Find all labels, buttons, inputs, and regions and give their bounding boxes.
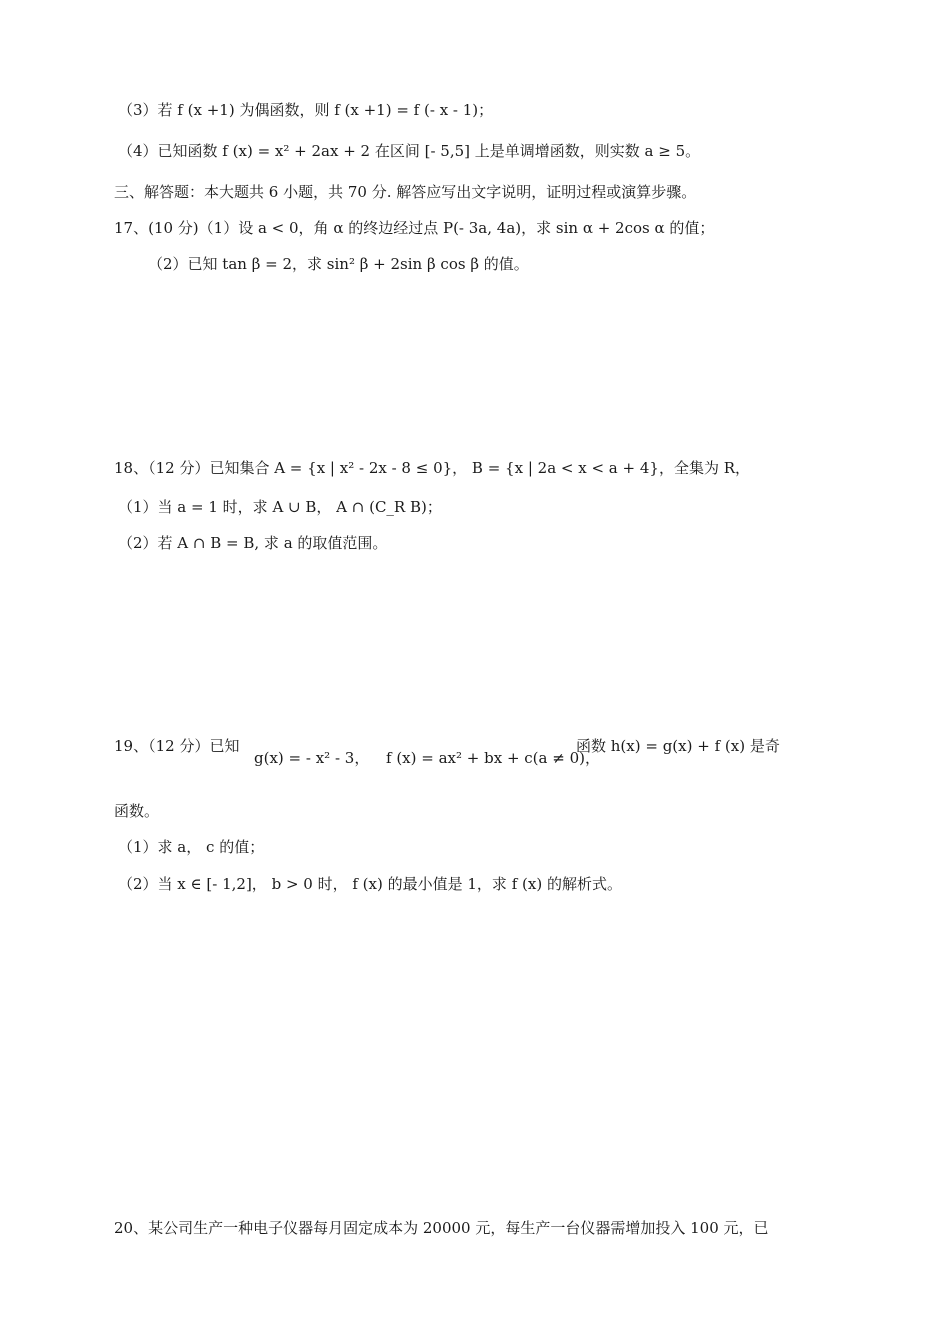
question-18-part-2: （2）若 A ∩ B = B, 求 a 的取值范围。	[118, 534, 388, 552]
section-3-heading: 三、解答题：本大题共 6 小题，共 70 分. 解答应写出文字说明，证明过程或演算步骤。	[114, 183, 697, 201]
question-19-f-function: f (x) = ax² + bx + c(a ≠ 0)，	[386, 749, 600, 767]
question-20: 20、某公司生产一种电子仪器每月固定成本为 20000 元，每生产一台仪器需增加投入 100 元，已	[114, 1219, 769, 1237]
question-18-part-1: （1）当 a = 1 时，求 A ∪ B， A ∩ (C_R B)；	[118, 498, 442, 516]
question-17-part-2: （2）已知 tan β = 2，求 sin² β + 2sin β cos β 的值。	[148, 255, 529, 273]
statement-4: （4）已知函数 f (x) = x² + 2ax + 2 在区间 [- 5,5] 上是单调增函数，则实数 a ≥ 5。	[118, 142, 701, 160]
question-19-part-2: （2）当 x ∈ [- 1,2]， b > 0 时， f (x) 的最小值是 1，求 f (x) 的解析式。	[118, 875, 622, 893]
question-19-h-function: 函数 h(x) = g(x) + f (x) 是奇	[576, 737, 780, 755]
question-19-part-1: （1）求 a， c 的值；	[118, 838, 265, 856]
question-18: 18、（12 分）已知集合 A = {x | x² - 2x - 8 ≤ 0}， B = {x | 2a < x < a + 4}，全集为 R，	[114, 459, 751, 477]
question-17-part-1: 17、(10 分)（1）设 a < 0，角 α 的终边经过点 P(- 3a, 4a)，求 sin α + 2cos α 的值；	[114, 219, 715, 237]
question-19-continued: 函数。	[114, 802, 160, 820]
statement-3: （3）若 f (x +1) 为偶函数，则 f (x +1) = f (- x - 1)；	[118, 101, 494, 119]
question-19-intro: 19、（12 分）已知	[114, 737, 240, 755]
question-19-g-function: g(x) = - x² - 3，	[254, 749, 370, 767]
